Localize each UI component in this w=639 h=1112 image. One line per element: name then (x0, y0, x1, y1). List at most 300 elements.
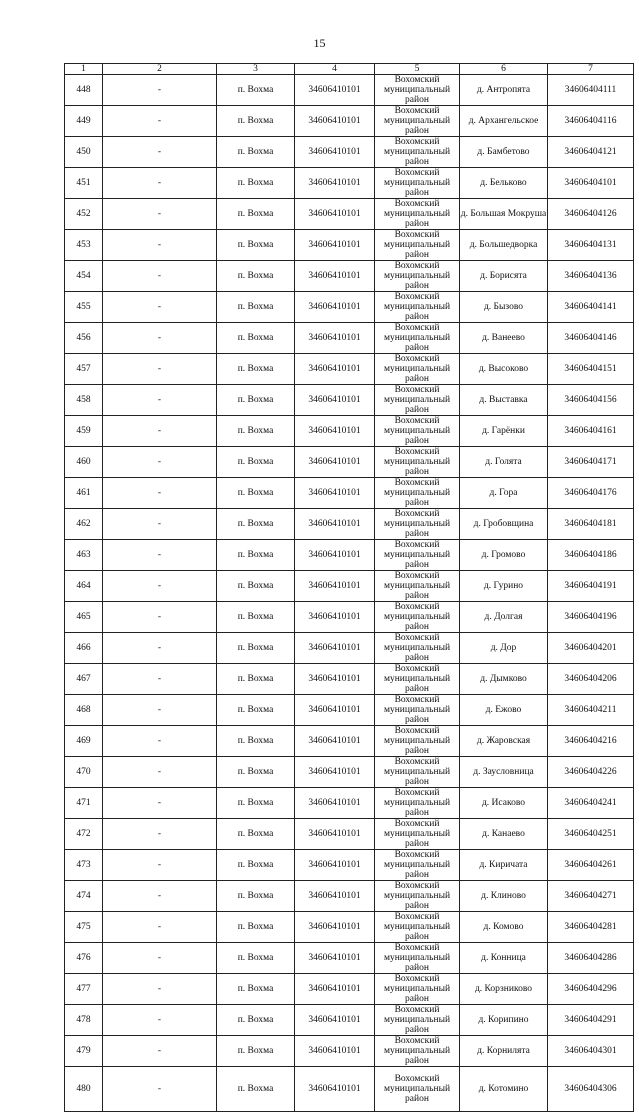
cell-locality: д. Киричата (460, 850, 548, 881)
cell-okato-code: 34606404101 (548, 168, 634, 199)
cell-municipality (375, 323, 460, 354)
cell-row-number: 478 (65, 1005, 103, 1036)
municipality-line-2: муниципальный район (383, 147, 451, 167)
municipality-line-1: Вохомский (394, 881, 440, 891)
cell-col2-dash: - (103, 354, 217, 385)
cell-okato-code: 34606404301 (548, 1036, 634, 1067)
cell-okato-code: 34606404216 (548, 726, 634, 757)
municipality-line-2: муниципальный район (383, 457, 451, 477)
municipality-line-2: муниципальный район (383, 643, 451, 663)
cell-col2-dash: - (103, 261, 217, 292)
municipality-line-2: муниципальный район (383, 426, 451, 446)
cell-municipality (375, 571, 460, 602)
cell-locality: д. Ванеево (460, 323, 548, 354)
municipality-line-2: муниципальный район (383, 891, 451, 911)
municipality-line-2: муниципальный район (383, 1084, 451, 1104)
page-number: 15 (313, 36, 326, 50)
cell-municipality (375, 757, 460, 788)
cell-oktmo-code: 34606410101 (295, 1067, 375, 1112)
cell-okato-code: 34606404226 (548, 757, 634, 788)
cell-row-number: 467 (65, 664, 103, 695)
cell-settlement: п. Вохма (217, 633, 295, 664)
municipality-line-1: Вохомский (394, 323, 440, 333)
table-row (65, 819, 634, 850)
cell-oktmo-code: 34606410101 (295, 261, 375, 292)
cell-col2-dash: - (103, 385, 217, 416)
cell-oktmo-code: 34606410101 (295, 447, 375, 478)
table-row (65, 354, 634, 385)
cell-row-number: 460 (65, 447, 103, 478)
cell-municipality (375, 1036, 460, 1067)
cell-locality: д. Дымково (460, 664, 548, 695)
cell-locality: д. Дор (460, 633, 548, 664)
cell-col2-dash: - (103, 168, 217, 199)
cell-locality: д. Бызово (460, 292, 548, 323)
cell-row-number: 469 (65, 726, 103, 757)
cell-settlement: п. Вохма (217, 819, 295, 850)
cell-col2-dash: - (103, 509, 217, 540)
cell-row-number: 468 (65, 695, 103, 726)
cell-row-number: 452 (65, 199, 103, 230)
cell-municipality (375, 261, 460, 292)
table-row (65, 695, 634, 726)
cell-okato-code: 34606404141 (548, 292, 634, 323)
cell-oktmo-code: 34606410101 (295, 602, 375, 633)
cell-col2-dash: - (103, 1036, 217, 1067)
cell-settlement: п. Вохма (217, 1005, 295, 1036)
cell-col2-dash: - (103, 571, 217, 602)
municipality-line-1: Вохомский (394, 385, 440, 395)
cell-settlement: п. Вохма (217, 850, 295, 881)
registry-table (64, 63, 634, 1112)
cell-okato-code: 34606404306 (548, 1067, 634, 1112)
cell-okato-code: 34606404131 (548, 230, 634, 261)
municipality-line-2: муниципальный район (383, 550, 451, 570)
cell-locality: д. Гурино (460, 571, 548, 602)
municipality-line-2: муниципальный район (383, 767, 451, 787)
cell-settlement: п. Вохма (217, 1067, 295, 1112)
cell-okato-code: 34606404291 (548, 1005, 634, 1036)
cell-settlement: п. Вохма (217, 602, 295, 633)
cell-row-number: 471 (65, 788, 103, 819)
cell-settlement: п. Вохма (217, 230, 295, 261)
municipality-line-2: муниципальный район (383, 736, 451, 756)
cell-municipality (375, 881, 460, 912)
cell-municipality (375, 168, 460, 199)
cell-row-number: 466 (65, 633, 103, 664)
table-row (65, 1067, 634, 1112)
cell-locality: д. Большедворка (460, 230, 548, 261)
municipality-line-1: Вохомский (394, 757, 440, 767)
cell-settlement: п. Вохма (217, 1036, 295, 1067)
cell-locality: д. Антропята (460, 75, 548, 106)
municipality-line-1: Вохомский (394, 633, 440, 643)
header-col-5: 5 (375, 64, 460, 75)
cell-locality: д. Выставка (460, 385, 548, 416)
table-row (65, 385, 634, 416)
cell-okato-code: 34606404181 (548, 509, 634, 540)
cell-municipality (375, 726, 460, 757)
cell-settlement: п. Вохма (217, 447, 295, 478)
cell-settlement: п. Вохма (217, 881, 295, 912)
cell-row-number: 458 (65, 385, 103, 416)
municipality-line-1: Вохомский (394, 788, 440, 798)
cell-col2-dash: - (103, 323, 217, 354)
table-row (65, 447, 634, 478)
table-row (65, 292, 634, 323)
municipality-line-1: Вохомский (394, 354, 440, 364)
cell-settlement: п. Вохма (217, 540, 295, 571)
cell-row-number: 465 (65, 602, 103, 633)
municipality-line-2: муниципальный район (383, 240, 451, 260)
cell-row-number: 464 (65, 571, 103, 602)
table-row (65, 974, 634, 1005)
table-row (65, 602, 634, 633)
table-row (65, 478, 634, 509)
cell-locality: д. Гробовщина (460, 509, 548, 540)
cell-okato-code: 34606404261 (548, 850, 634, 881)
table-row (65, 323, 634, 354)
header-col-6: 6 (460, 64, 548, 75)
municipality-line-1: Вохомский (394, 943, 440, 953)
cell-okato-code: 34606404161 (548, 416, 634, 447)
municipality-line-1: Вохомский (394, 602, 440, 612)
municipality-line-2: муниципальный район (383, 705, 451, 725)
cell-locality: д. Громово (460, 540, 548, 571)
cell-oktmo-code: 34606410101 (295, 912, 375, 943)
cell-oktmo-code: 34606410101 (295, 509, 375, 540)
cell-row-number: 461 (65, 478, 103, 509)
table-row (65, 1005, 634, 1036)
municipality-line-1: Вохомский (394, 540, 440, 550)
table-row (65, 633, 634, 664)
cell-col2-dash: - (103, 664, 217, 695)
table-row (65, 1036, 634, 1067)
cell-oktmo-code: 34606410101 (295, 571, 375, 602)
municipality-line-1: Вохомский (394, 664, 440, 674)
cell-okato-code: 34606404286 (548, 943, 634, 974)
cell-col2-dash: - (103, 881, 217, 912)
cell-col2-dash: - (103, 726, 217, 757)
cell-okato-code: 34606404271 (548, 881, 634, 912)
cell-locality: д. Корнилята (460, 1036, 548, 1067)
header-col-4: 4 (295, 64, 375, 75)
cell-oktmo-code: 34606410101 (295, 230, 375, 261)
cell-municipality (375, 75, 460, 106)
cell-row-number: 457 (65, 354, 103, 385)
cell-col2-dash: - (103, 447, 217, 478)
cell-municipality (375, 695, 460, 726)
cell-okato-code: 34606404191 (548, 571, 634, 602)
municipality-line-1: Вохомский (394, 1005, 440, 1015)
cell-okato-code: 34606404136 (548, 261, 634, 292)
cell-oktmo-code: 34606410101 (295, 633, 375, 664)
cell-locality: д. Ежово (460, 695, 548, 726)
cell-col2-dash: - (103, 695, 217, 726)
cell-municipality (375, 633, 460, 664)
cell-locality: д. Жаровская (460, 726, 548, 757)
table-row (65, 199, 634, 230)
municipality-line-1: Вохомский (394, 912, 440, 922)
cell-municipality (375, 1005, 460, 1036)
cell-municipality (375, 199, 460, 230)
cell-settlement: п. Вохма (217, 261, 295, 292)
table-row (65, 168, 634, 199)
cell-oktmo-code: 34606410101 (295, 664, 375, 695)
table-body (65, 75, 634, 1112)
cell-row-number: 472 (65, 819, 103, 850)
cell-oktmo-code: 34606410101 (295, 199, 375, 230)
cell-okato-code: 34606404201 (548, 633, 634, 664)
cell-oktmo-code: 34606410101 (295, 695, 375, 726)
cell-settlement: п. Вохма (217, 478, 295, 509)
cell-settlement: п. Вохма (217, 509, 295, 540)
cell-col2-dash: - (103, 788, 217, 819)
cell-row-number: 454 (65, 261, 103, 292)
header-col-7: 7 (548, 64, 634, 75)
municipality-line-2: муниципальный район (383, 209, 451, 229)
municipality-line-2: муниципальный район (383, 333, 451, 353)
cell-row-number: 448 (65, 75, 103, 106)
cell-oktmo-code: 34606410101 (295, 75, 375, 106)
municipality-line-1: Вохомский (394, 106, 440, 116)
cell-municipality (375, 664, 460, 695)
municipality-line-2: муниципальный район (383, 1015, 451, 1035)
cell-row-number: 449 (65, 106, 103, 137)
municipality-line-2: муниципальный район (383, 1046, 451, 1066)
cell-municipality (375, 230, 460, 261)
cell-settlement: п. Вохма (217, 75, 295, 106)
cell-okato-code: 34606404206 (548, 664, 634, 695)
cell-col2-dash: - (103, 850, 217, 881)
cell-settlement: п. Вохма (217, 292, 295, 323)
municipality-line-2: муниципальный район (383, 488, 451, 508)
cell-locality: д. Гора (460, 478, 548, 509)
cell-locality: д. Конница (460, 943, 548, 974)
cell-oktmo-code: 34606410101 (295, 385, 375, 416)
municipality-line-2: муниципальный район (383, 922, 451, 942)
municipality-line-2: муниципальный район (383, 364, 451, 384)
municipality-line-1: Вохомский (394, 1036, 440, 1046)
cell-oktmo-code: 34606410101 (295, 726, 375, 757)
municipality-line-1: Вохомский (394, 137, 440, 147)
cell-okato-code: 34606404186 (548, 540, 634, 571)
municipality-line-1: Вохомский (394, 199, 440, 209)
cell-row-number: 459 (65, 416, 103, 447)
cell-col2-dash: - (103, 292, 217, 323)
cell-oktmo-code: 34606410101 (295, 137, 375, 168)
cell-settlement: п. Вохма (217, 571, 295, 602)
cell-col2-dash: - (103, 137, 217, 168)
cell-locality: д. Бельково (460, 168, 548, 199)
cell-settlement: п. Вохма (217, 137, 295, 168)
cell-settlement: п. Вохма (217, 974, 295, 1005)
cell-col2-dash: - (103, 1067, 217, 1112)
table-row (65, 509, 634, 540)
municipality-line-2: муниципальный район (383, 953, 451, 973)
table-row (65, 230, 634, 261)
cell-municipality (375, 602, 460, 633)
header-col-1: 1 (65, 64, 103, 75)
cell-col2-dash: - (103, 943, 217, 974)
cell-okato-code: 34606404126 (548, 199, 634, 230)
cell-locality: д. Исаково (460, 788, 548, 819)
cell-row-number: 470 (65, 757, 103, 788)
cell-settlement: п. Вохма (217, 199, 295, 230)
cell-locality: д. Бамбетово (460, 137, 548, 168)
table-row (65, 540, 634, 571)
cell-oktmo-code: 34606410101 (295, 416, 375, 447)
municipality-line-1: Вохомский (394, 571, 440, 581)
cell-okato-code: 34606404111 (548, 75, 634, 106)
municipality-line-2: муниципальный район (383, 674, 451, 694)
cell-okato-code: 34606404251 (548, 819, 634, 850)
municipality-line-2: муниципальный район (383, 829, 451, 849)
cell-oktmo-code: 34606410101 (295, 850, 375, 881)
table-row (65, 943, 634, 974)
municipality-line-2: муниципальный район (383, 612, 451, 632)
municipality-line-2: муниципальный район (383, 581, 451, 601)
cell-okato-code: 34606404196 (548, 602, 634, 633)
cell-municipality (375, 788, 460, 819)
cell-okato-code: 34606404176 (548, 478, 634, 509)
cell-row-number: 450 (65, 137, 103, 168)
municipality-line-2: муниципальный район (383, 271, 451, 291)
cell-oktmo-code: 34606410101 (295, 757, 375, 788)
municipality-line-1: Вохомский (394, 261, 440, 271)
cell-row-number: 455 (65, 292, 103, 323)
cell-settlement: п. Вохма (217, 757, 295, 788)
cell-settlement: п. Вохма (217, 664, 295, 695)
cell-col2-dash: - (103, 819, 217, 850)
cell-settlement: п. Вохма (217, 354, 295, 385)
cell-oktmo-code: 34606410101 (295, 974, 375, 1005)
cell-row-number: 477 (65, 974, 103, 1005)
table-row (65, 664, 634, 695)
cell-row-number: 456 (65, 323, 103, 354)
cell-locality: д. Котомино (460, 1067, 548, 1112)
cell-row-number: 462 (65, 509, 103, 540)
cell-settlement: п. Вохма (217, 788, 295, 819)
municipality-line-1: Вохомский (394, 75, 440, 85)
table-row (65, 571, 634, 602)
header-row (65, 64, 634, 75)
municipality-line-1: Вохомский (394, 478, 440, 488)
cell-col2-dash: - (103, 633, 217, 664)
cell-settlement: п. Вохма (217, 416, 295, 447)
cell-col2-dash: - (103, 602, 217, 633)
cell-settlement: п. Вохма (217, 695, 295, 726)
municipality-line-1: Вохомский (394, 1074, 440, 1084)
cell-okato-code: 34606404211 (548, 695, 634, 726)
cell-locality: д. Архангельское (460, 106, 548, 137)
cell-municipality (375, 385, 460, 416)
cell-col2-dash: - (103, 540, 217, 571)
municipality-line-2: муниципальный район (383, 798, 451, 818)
cell-municipality (375, 819, 460, 850)
cell-municipality (375, 540, 460, 571)
table-row (65, 881, 634, 912)
cell-col2-dash: - (103, 75, 217, 106)
table-row (65, 788, 634, 819)
cell-col2-dash: - (103, 230, 217, 261)
cell-okato-code: 34606404156 (548, 385, 634, 416)
cell-col2-dash: - (103, 478, 217, 509)
cell-locality: д. Борисята (460, 261, 548, 292)
cell-row-number: 463 (65, 540, 103, 571)
cell-oktmo-code: 34606410101 (295, 323, 375, 354)
cell-locality: д. Высоково (460, 354, 548, 385)
cell-locality: д. Клиново (460, 881, 548, 912)
cell-locality: д. Комово (460, 912, 548, 943)
cell-settlement: п. Вохма (217, 912, 295, 943)
cell-settlement: п. Вохма (217, 943, 295, 974)
cell-col2-dash: - (103, 912, 217, 943)
municipality-line-1: Вохомский (394, 416, 440, 426)
cell-oktmo-code: 34606410101 (295, 881, 375, 912)
municipality-line-2: муниципальный район (383, 116, 451, 136)
cell-okato-code: 34606404116 (548, 106, 634, 137)
cell-row-number: 476 (65, 943, 103, 974)
table-row (65, 416, 634, 447)
cell-col2-dash: - (103, 974, 217, 1005)
cell-row-number: 480 (65, 1067, 103, 1112)
table-row (65, 726, 634, 757)
cell-locality: д. Гарёнки (460, 416, 548, 447)
municipality-line-2: муниципальный район (383, 984, 451, 1004)
cell-oktmo-code: 34606410101 (295, 1036, 375, 1067)
cell-settlement: п. Вохма (217, 168, 295, 199)
cell-locality: д. Корзниково (460, 974, 548, 1005)
cell-row-number: 473 (65, 850, 103, 881)
municipality-line-2: муниципальный район (383, 519, 451, 539)
cell-municipality (375, 943, 460, 974)
cell-oktmo-code: 34606410101 (295, 354, 375, 385)
cell-locality: д. Долгая (460, 602, 548, 633)
header-col-2: 2 (103, 64, 217, 75)
cell-municipality (375, 974, 460, 1005)
cell-settlement: п. Вохма (217, 385, 295, 416)
cell-okato-code: 34606404151 (548, 354, 634, 385)
cell-oktmo-code: 34606410101 (295, 292, 375, 323)
cell-municipality (375, 509, 460, 540)
cell-municipality (375, 292, 460, 323)
cell-municipality (375, 912, 460, 943)
cell-settlement: п. Вохма (217, 726, 295, 757)
table-row (65, 75, 634, 106)
municipality-line-1: Вохомский (394, 819, 440, 829)
cell-row-number: 451 (65, 168, 103, 199)
cell-oktmo-code: 34606410101 (295, 788, 375, 819)
cell-oktmo-code: 34606410101 (295, 943, 375, 974)
table-row (65, 137, 634, 168)
municipality-line-2: муниципальный район (383, 302, 451, 322)
table-header (65, 64, 634, 75)
municipality-line-1: Вохомский (394, 695, 440, 705)
municipality-line-1: Вохомский (394, 509, 440, 519)
header-col-3: 3 (217, 64, 295, 75)
cell-municipality (375, 354, 460, 385)
cell-oktmo-code: 34606410101 (295, 106, 375, 137)
municipality-line-1: Вохомский (394, 292, 440, 302)
municipality-line-1: Вохомский (394, 850, 440, 860)
table-row (65, 757, 634, 788)
cell-oktmo-code: 34606410101 (295, 478, 375, 509)
cell-okato-code: 34606404146 (548, 323, 634, 354)
municipality-line-2: муниципальный район (383, 860, 451, 880)
cell-okato-code: 34606404296 (548, 974, 634, 1005)
municipality-line-1: Вохомский (394, 230, 440, 240)
